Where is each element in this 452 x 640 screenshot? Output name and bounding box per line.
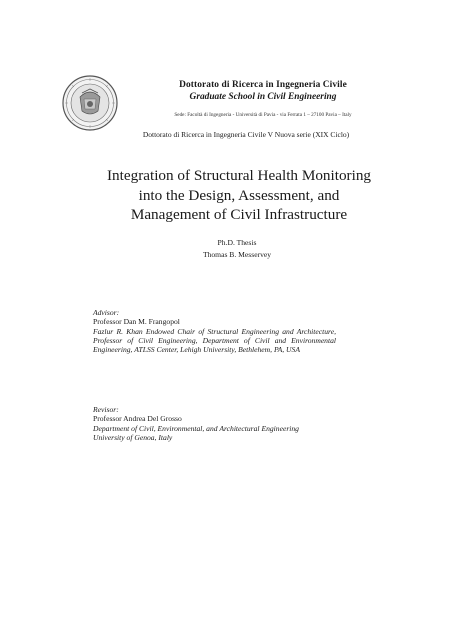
- thesis-title: [0, 166, 452, 225]
- title-line-3: Management of Civil Infrastructure: [130, 206, 348, 223]
- thesis-type: Ph.D. Thesis: [217, 238, 257, 247]
- institution-address: Sede: Facoltà di Ingegneria - Università di Pavia - via Ferrata 1 – 27100 Pavia – Italy: [174, 112, 352, 118]
- advisor-affiliation: Fazlur R. Khan Endowed Chair of Structural Engineering and Architecture, Professor of Civil Engineering, Department of Civil and Environmental Engineering, ATLSS Center, Lehigh University, Bethlehem, PA, USA: [93, 326, 336, 355]
- institution-header: [128, 80, 398, 118]
- advisor-label: Advisor:: [93, 308, 120, 317]
- graduate-school-name: Graduate School in Civil Engineering: [189, 92, 337, 102]
- revisor-affiliation-line-2: University of Genoa, Italy: [93, 432, 173, 442]
- university-seal-icon: [62, 75, 118, 131]
- advisor-name: Professor Dan M. Frangopol: [93, 317, 180, 327]
- doctoral-series: Dottorato di Ricerca in Ingegneria Civile V Nuova serie (XIX Ciclo): [142, 130, 350, 139]
- revisor-name: Professor Andrea Del Grosso: [93, 414, 182, 424]
- title-line-2: into the Design, Assessment, and: [138, 186, 340, 204]
- revisor-label: Revisor:: [93, 405, 119, 414]
- institution-name: Dottorato di Ricerca in Ingegneria Civile: [179, 80, 347, 90]
- thesis-author: Thomas B. Messervey: [202, 249, 272, 259]
- title-line-1: Integration of Structural Health Monitoring: [106, 167, 372, 184]
- revisor-section: [93, 405, 336, 442]
- revisor-affiliation-line-1: Department of Civil, Environmental, and Architectural Engineering: [93, 423, 299, 433]
- advisor-section: [93, 308, 336, 354]
- thesis-info: [0, 237, 452, 260]
